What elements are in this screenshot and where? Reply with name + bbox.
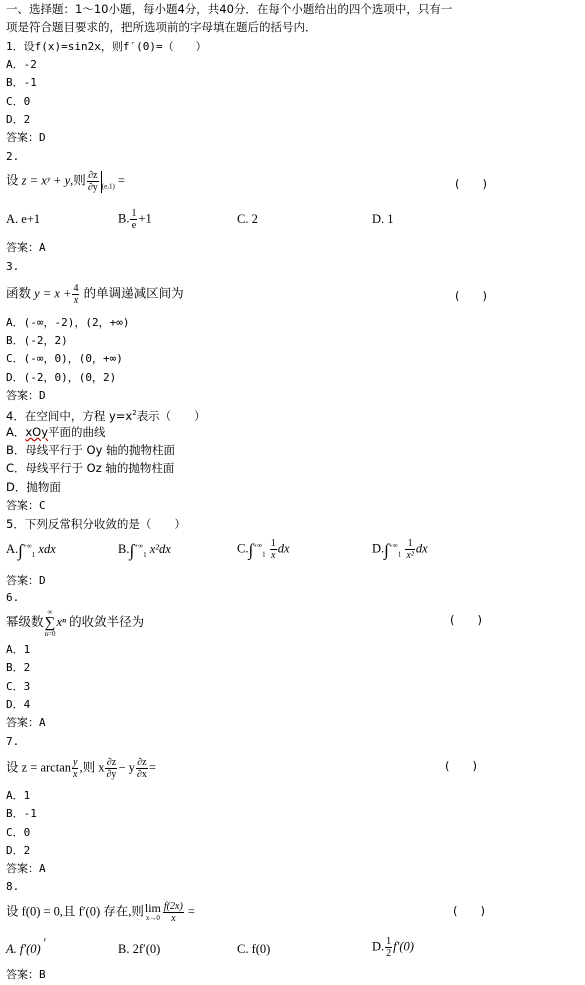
q8-answer: 答案：B: [6, 968, 46, 981]
q7-option-b: B．-1: [6, 807, 37, 820]
q4-option-d: D．抛物面: [6, 480, 61, 494]
q8-number: 8.: [6, 880, 20, 893]
q7-number: 7.: [6, 735, 20, 748]
q8-option-b: B. 2f′(0): [118, 942, 161, 956]
q5-option-c: $C.\int^{+\infty}_1$ $\frac{1}{x}$ dx: [237, 538, 290, 561]
q2-option-b: B. $\frac{1}{e}$ +1: [118, 208, 152, 231]
q2-option-c: C. 2: [237, 212, 258, 226]
q4-option-c: C．母线平行于 Oz 轴的抛物柱面: [6, 461, 175, 475]
q2-answer-paren: ( ): [455, 177, 487, 191]
q4-option-b: B．母线平行于 Oy 轴的抛物柱面: [6, 443, 176, 457]
q6-option-a: A．1: [6, 643, 31, 656]
q6-option-b: B．2: [6, 661, 31, 674]
q8-answer-paren: ( ): [453, 904, 485, 918]
q3-option-b: B．(-2，2): [6, 334, 68, 347]
q6-number: 6.: [6, 591, 20, 604]
q2-number: 2.: [6, 150, 20, 163]
section-intro-line-2: 项是符合题目要求的，把所选项前的字母填在题后的括号内．: [6, 20, 317, 34]
q1-stem: 1．设f(x)=sin2x，则f′(0)=（ ）: [6, 40, 207, 53]
q6-option-c: C．3: [6, 680, 31, 693]
q2-stem: 设 z = xʸ + y,则 $\frac{\partial z}{\partial y}$ $_{(e,1)}$ =: [6, 170, 125, 193]
q3-stem: 函数 y = x + $\frac{4}{x}$ 的单调递减区间为: [6, 283, 184, 306]
q6-stem: 幂级数 ∞ ∑ n=0 xⁿ 的收敛半径为: [6, 608, 145, 638]
q1-answer: 答案：D: [6, 131, 46, 144]
q6-answer: 答案：A: [6, 716, 46, 729]
q7-answer-paren: ( ): [445, 759, 477, 773]
q5-option-d: $D.\int^{+\infty}_1$ $\frac{1}{\text{x²}}$ dx: [372, 538, 428, 561]
q1-option-a: A．-2: [6, 58, 37, 71]
q6-option-d: D．4: [6, 698, 31, 711]
q8-option-d: D. $\frac{1}{2}$ f′(0): [372, 936, 414, 959]
q7-option-a: A．1: [6, 789, 31, 802]
q8-option-a: A. f′(0) ′: [6, 936, 47, 956]
q8-stem: 设 f(0) = 0,且 f′(0) 存在,则 lim x→0 $\frac{f(2x)}{x}$ =: [6, 901, 195, 924]
q3-number: 3.: [6, 260, 20, 273]
q2-derivative-fraction: $\frac{\partial z}{\partial y}$: [87, 170, 98, 193]
q1-option-c: C．0: [6, 95, 31, 108]
q4-option-a: A．xOy平面的曲线: [6, 425, 106, 439]
q5-option-b: $B.\int^{+\infty}_1$ x²dx: [118, 541, 171, 560]
q5-stem: 5．下列反常积分收敛的是（ ）: [6, 517, 186, 531]
q4-answer: 答案：C: [6, 499, 46, 512]
q2-option-d: D. 1: [372, 212, 394, 226]
q7-option-c: C．0: [6, 826, 31, 839]
q5-answer: 答案：D: [6, 574, 46, 587]
q1-option-b: B．-1: [6, 76, 37, 89]
q2-option-a: A. e+1: [6, 212, 41, 226]
q6-answer-paren: ( ): [450, 613, 482, 627]
q3-option-a: A．(-∞，-2)，(2，+∞): [6, 316, 130, 329]
q4-stem: 4．在空间中，方程 $y=x^2$表示（ ）: [6, 409, 206, 423]
q2-answer: 答案：A: [6, 241, 46, 254]
q1-option-d: D．2: [6, 113, 31, 126]
q8-option-c: C. f(0): [237, 942, 271, 956]
q7-stem: 设 z = arctan $\frac{y}{x}$ ,则 x $\frac{\partial z}{\partial y}$ − y $\frac{\partial z}{\partial x}$ =: [6, 757, 156, 780]
q7-option-d: D．2: [6, 844, 31, 857]
q3-answer: 答案：D: [6, 389, 46, 402]
q3-option-d: D．(-2，0)，(0，2): [6, 371, 117, 384]
q5-option-a: $A.\int^{+\infty}_1$ xdx: [6, 541, 56, 560]
q3-answer-paren: ( ): [455, 289, 487, 303]
section-intro-line-1: 一、选择题：1～10小题，每小题4分，共40分．在每个小题给出的四个选项中，只有一: [6, 2, 453, 16]
q7-answer: 答案：A: [6, 862, 46, 875]
q3-option-c: C．(-∞，0)，(0，+∞): [6, 352, 123, 365]
